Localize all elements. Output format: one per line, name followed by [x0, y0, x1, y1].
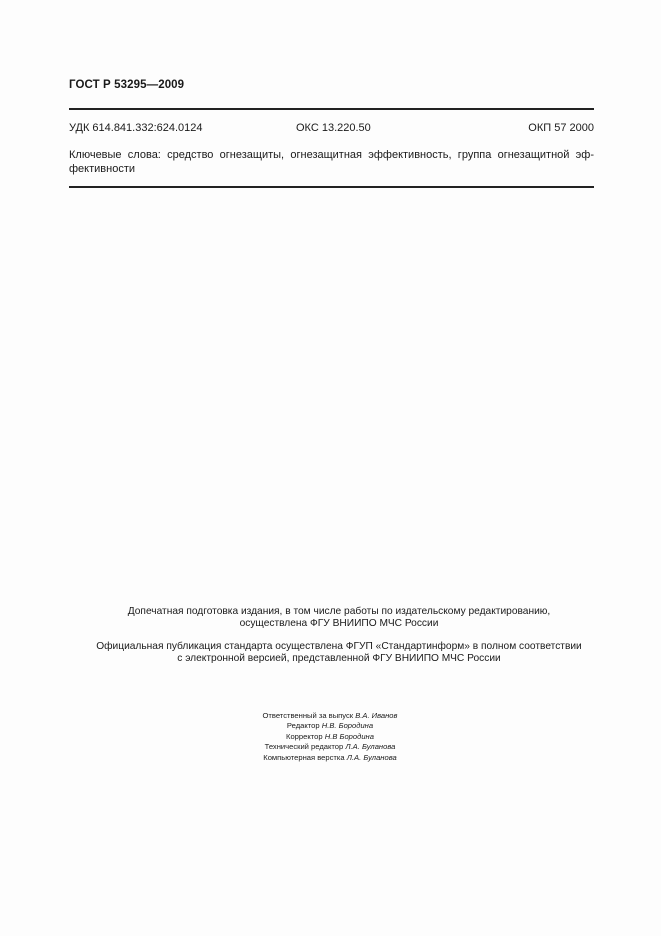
credit-line: [200, 753, 460, 763]
keywords-line-2: фективности: [69, 162, 136, 175]
credit-line: [200, 742, 460, 752]
keywords-line-1: Ключевые слова: средство огнезащиты, огнезащитная эффективность, группа огнезащитной эф-: [69, 149, 594, 161]
preparation-note: [69, 606, 609, 630]
credit-line: [200, 721, 460, 731]
credit-role: Технический редактор: [264, 742, 344, 752]
top-rule: [69, 108, 594, 110]
credit-role: Компьютерная верстка: [263, 752, 345, 762]
okp-code: ОКП 57 2000: [528, 122, 594, 134]
bottom-rule: [69, 186, 594, 188]
credit-name: Л.А. Буланова: [345, 742, 396, 752]
credit-line: [200, 711, 460, 721]
credit-role: Ответственный за выпуск: [262, 711, 354, 720]
credit-name: Н.В. Бородина: [321, 721, 374, 731]
credit-name: Н.В Бородина: [324, 731, 374, 741]
credits-block: [200, 711, 460, 763]
keywords-paragraph: [69, 149, 594, 176]
classification-row: [69, 122, 594, 134]
publication-line-1: Официальная публикация стандарта осуществлена ФГУП «Стандартинформ» в полном соответствии: [96, 641, 582, 652]
publication-line-2: с электронной версией, представленной ФГУ ВНИИПО МЧС России: [177, 653, 501, 664]
udk-code: УДК 614.841.332:624.0124: [69, 122, 203, 134]
preparation-line-1: Допечатная подготовка издания, в том числе работы по издательскому редактированию,: [127, 606, 551, 617]
credit-name: Л.А. Буланова: [346, 752, 397, 762]
preparation-line-2: осуществлена ФГУ ВНИИПО МЧС России: [239, 618, 439, 629]
credit-role: Корректор: [286, 731, 323, 741]
oks-code: ОКС 13.220.50: [296, 122, 371, 134]
publication-note: [69, 641, 609, 665]
credit-line: [200, 732, 460, 742]
standard-designation: ГОСТ Р 53295—2009: [69, 79, 185, 91]
credit-name: В.А. Иванов: [355, 711, 398, 720]
credit-role: Редактор: [286, 721, 320, 731]
